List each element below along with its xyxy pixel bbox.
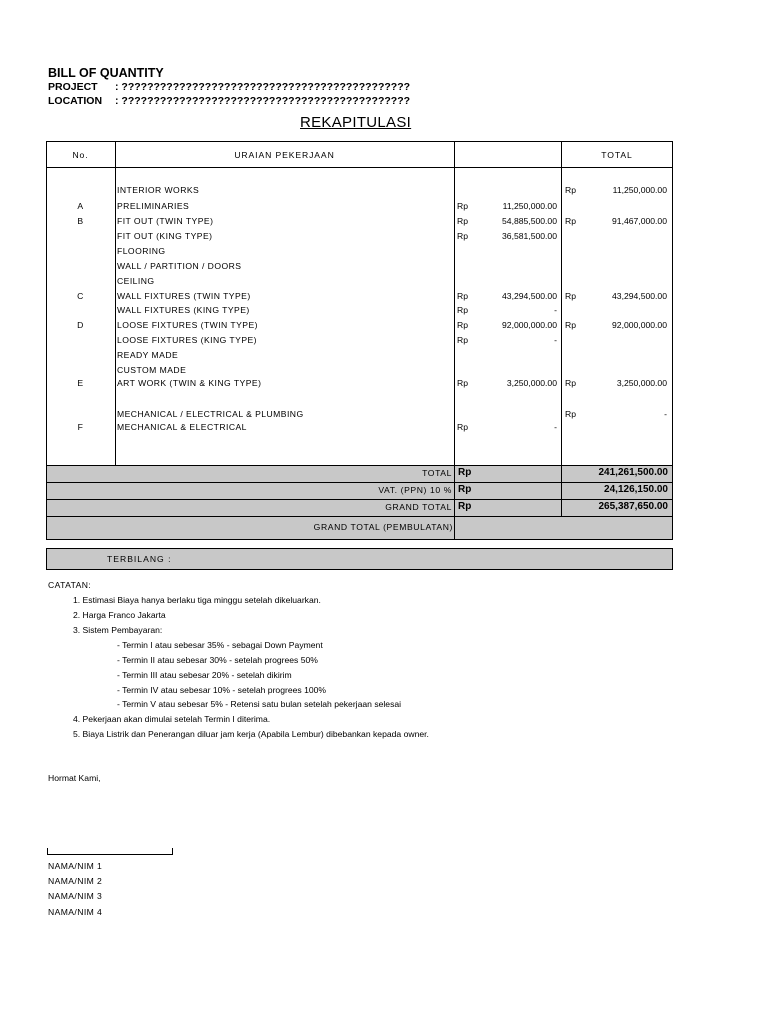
signatory-name: NAMA/NIM 1 [48, 861, 103, 871]
note-item: - Termin I atau sebesar 35% - sebagai Down Payment [117, 640, 323, 650]
row-total-currency: Rp [565, 291, 576, 301]
row-total: 11,250,000.00 [612, 185, 667, 195]
row-amount: 11,250,000.00 [502, 201, 557, 211]
row-description: FIT OUT (TWIN TYPE) [117, 216, 214, 226]
signature-line [47, 848, 173, 855]
row-amount: 36,581,500.00 [502, 231, 557, 241]
row-total: 92,000,000.00 [612, 320, 667, 330]
row-description: FLOORING [117, 246, 166, 256]
notes-heading: CATATAN: [48, 580, 92, 590]
project-label: PROJECT [48, 81, 98, 93]
location-label: LOCATION [48, 95, 103, 107]
row-description: ART WORK (TWIN & KING TYPE) [117, 378, 262, 388]
note-item: - Termin V atau sebesar 5% - Retensi satu bulan setelah pekerjaan selesai [117, 699, 402, 709]
row-no: C [77, 291, 84, 301]
row-amount: 54,885,500.00 [502, 216, 557, 226]
row-total: 43,294,500.00 [612, 291, 667, 301]
row-amount-currency: Rp [457, 378, 468, 388]
row-total-currency: Rp [565, 185, 576, 195]
row-total-currency: Rp [565, 378, 576, 388]
header-no: No. [72, 150, 89, 160]
note-item: - Termin II atau sebesar 30% - setelah progrees 50% [117, 655, 318, 665]
row-description: INTERIOR WORKS [117, 185, 200, 195]
row-no: A [77, 201, 84, 211]
row-description: WALL FIXTURES (TWIN TYPE) [117, 291, 251, 301]
row-amount: 92,000,000.00 [502, 320, 557, 330]
total-value: 241,261,500.00 [598, 467, 668, 478]
signatory-name: NAMA/NIM 2 [48, 876, 103, 886]
grand-total-label: GRAND TOTAL [385, 502, 452, 512]
rounded-total-label: GRAND TOTAL (PEMBULATAN) [313, 522, 453, 532]
summary-divider-1 [454, 465, 455, 540]
document-title: BILL OF QUANTITY [48, 66, 164, 80]
note-item: - Termin IV atau sebesar 10% - setelah progrees 100% [117, 685, 327, 695]
closing-text: Hormat Kami, [48, 773, 101, 783]
row-amount-currency: Rp [457, 291, 468, 301]
note-item: 4. Pekerjaan akan dimulai setelah Termin I diterima. [73, 714, 271, 724]
row-no: D [77, 320, 84, 330]
col-divider-no [115, 141, 116, 467]
row-description: CEILING [117, 276, 155, 286]
project-value: : ????????????????????????????????????????????? [115, 81, 411, 93]
row-total: 91,467,000.00 [612, 216, 667, 226]
row-description: CUSTOM MADE [117, 365, 187, 375]
vat-rp: Rp [458, 484, 472, 495]
row-total-currency: Rp [565, 216, 576, 226]
total-rp: Rp [458, 467, 472, 478]
total-label: TOTAL [422, 468, 452, 478]
note-item: - Termin III atau sebesar 20% - setelah dikirim [117, 670, 292, 680]
row-description: WALL FIXTURES (KING TYPE) [117, 305, 250, 315]
row-amount: 3,250,000.00 [506, 378, 557, 388]
row-description: LOOSE FIXTURES (TWIN TYPE) [117, 320, 258, 330]
row-description: MECHANICAL / ELECTRICAL & PLUMBING [117, 409, 304, 419]
terbilang-label: TERBILANG : [107, 554, 172, 564]
row-description: FIT OUT (KING TYPE) [117, 231, 213, 241]
row-amount-currency: Rp [457, 305, 468, 315]
row-no: B [77, 216, 84, 226]
section-title: REKAPITULASI [300, 114, 412, 131]
vat-label: VAT. (PPN) 10 % [378, 485, 452, 495]
row-description: LOOSE FIXTURES (KING TYPE) [117, 335, 257, 345]
row-amount: - [554, 305, 557, 315]
location-value: : ????????????????????????????????????????????? [115, 95, 411, 107]
signatory-name: NAMA/NIM 3 [48, 891, 103, 901]
vat-value: 24,126,150.00 [604, 484, 668, 495]
signatory-name: NAMA/NIM 4 [48, 907, 103, 917]
row-amount-currency: Rp [457, 216, 468, 226]
col-divider-amount [561, 141, 562, 467]
note-item: 3. Sistem Pembayaran: [73, 625, 163, 635]
table-header-divider [46, 167, 673, 168]
row-no: E [77, 378, 84, 388]
row-amount-currency: Rp [457, 201, 468, 211]
row-total: - [664, 409, 667, 419]
row-amount-currency: Rp [457, 422, 468, 432]
grand-total-value: 265,387,650.00 [598, 501, 668, 512]
header-total: TOTAL [601, 150, 633, 160]
header-uraian: URAIAN PEKERJAAN [234, 150, 335, 160]
note-item: 1. Estimasi Biaya hanya berlaku tiga minggu setelah dikeluarkan. [73, 595, 321, 605]
row-description: WALL / PARTITION / DOORS [117, 261, 242, 271]
note-item: 2. Harga Franco Jakarta [73, 610, 166, 620]
row-amount: 43,294,500.00 [502, 291, 557, 301]
grand-total-rp: Rp [458, 501, 472, 512]
row-total-currency: Rp [565, 320, 576, 330]
col-divider-uraian [454, 141, 455, 467]
row-amount-currency: Rp [457, 320, 468, 330]
row-amount: - [554, 422, 557, 432]
row-total-currency: Rp [565, 409, 576, 419]
row-description: READY MADE [117, 350, 179, 360]
row-description: PRELIMINARIES [117, 201, 190, 211]
row-total: 3,250,000.00 [616, 378, 667, 388]
row-no: F [77, 422, 84, 432]
row-amount-currency: Rp [457, 335, 468, 345]
row-amount-currency: Rp [457, 231, 468, 241]
note-item: 5. Biaya Listrik dan Penerangan diluar jam kerja (Apabila Lembur) dibebankan kepada owner. [73, 729, 429, 739]
row-description: MECHANICAL & ELECTRICAL [117, 422, 247, 432]
row-amount: - [554, 335, 557, 345]
